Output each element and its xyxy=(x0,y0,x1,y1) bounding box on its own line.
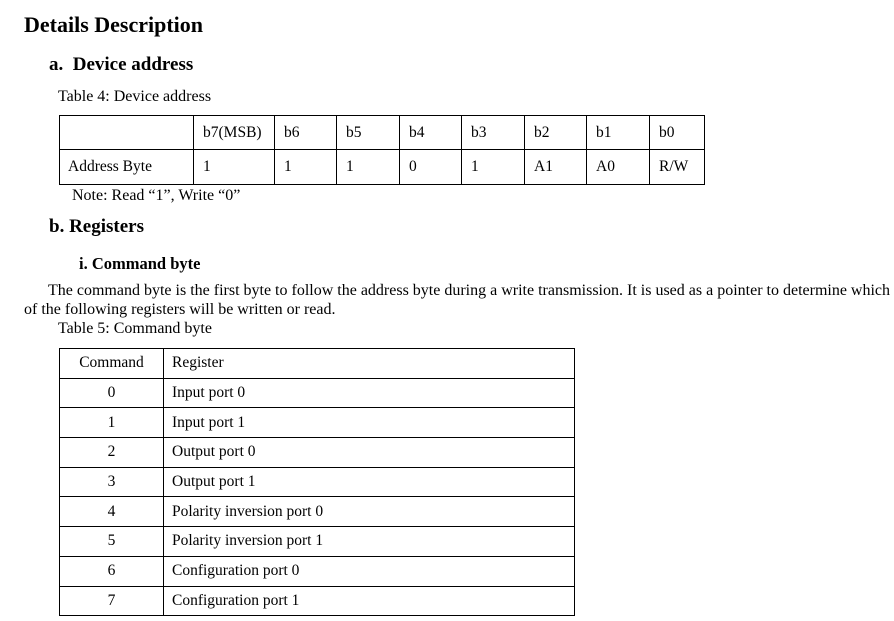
table-cell xyxy=(60,116,194,150)
table-cell: b0 xyxy=(650,116,705,150)
table-row xyxy=(60,586,575,616)
table-header-row xyxy=(60,349,575,379)
table-row xyxy=(60,527,575,557)
table-cell: 1 xyxy=(60,408,164,438)
table-cell: 1 xyxy=(462,150,525,185)
table-cell: 7 xyxy=(60,586,164,616)
table-cell: b6 xyxy=(275,116,337,150)
table-row xyxy=(60,556,575,586)
table-row xyxy=(60,150,705,185)
section-b-heading: b. Registers xyxy=(49,216,144,237)
table-cell: Configuration port 0 xyxy=(164,556,575,586)
table-cell: R/W xyxy=(650,150,705,185)
command-byte-paragraph: The command byte is the first byte to follow the address byte during a write transmission. It is used as a pointer to determine which of the following registers will be written or read. xyxy=(24,282,891,318)
table-header-cell: Command xyxy=(60,349,164,379)
table4-caption: Table 4: Device address xyxy=(58,88,212,105)
table-cell: b2 xyxy=(525,116,587,150)
table-cell: 5 xyxy=(60,527,164,557)
section-a-heading: a. Device address xyxy=(49,54,194,75)
table-cell: Configuration port 1 xyxy=(164,586,575,616)
table-cell: Input port 1 xyxy=(164,408,575,438)
table-cell: 4 xyxy=(60,497,164,527)
table-cell: 2 xyxy=(60,438,164,468)
table-cell: A0 xyxy=(587,150,650,185)
table-cell: 0 xyxy=(400,150,462,185)
table4-note: Note: Read “1”, Write “0” xyxy=(72,187,241,204)
table-cell: 1 xyxy=(337,150,400,185)
table-row xyxy=(60,378,575,408)
table-header-cell: Register xyxy=(164,349,575,379)
table-cell: 3 xyxy=(60,467,164,497)
table-cell: b1 xyxy=(587,116,650,150)
table-row xyxy=(60,497,575,527)
page-title: Details Description xyxy=(24,12,204,37)
table-cell: Output port 0 xyxy=(164,438,575,468)
table-cell: A1 xyxy=(525,150,587,185)
table5-caption: Table 5: Command byte xyxy=(58,320,212,337)
table-cell: Output port 1 xyxy=(164,467,575,497)
command-byte-table xyxy=(59,348,575,616)
table-cell: Polarity inversion port 0 xyxy=(164,497,575,527)
device-address-table xyxy=(59,115,705,185)
table-cell: 0 xyxy=(60,378,164,408)
table-row xyxy=(60,467,575,497)
table-row xyxy=(60,438,575,468)
table-row xyxy=(60,408,575,438)
table-cell: 6 xyxy=(60,556,164,586)
table-cell: 1 xyxy=(194,150,275,185)
table-cell: Address Byte xyxy=(60,150,194,185)
table-cell: b7(MSB) xyxy=(194,116,275,150)
table-cell: Input port 0 xyxy=(164,378,575,408)
table-cell: b4 xyxy=(400,116,462,150)
table-row xyxy=(60,116,705,150)
table-cell: Polarity inversion port 1 xyxy=(164,527,575,557)
table-cell: b5 xyxy=(337,116,400,150)
table-cell: 1 xyxy=(275,150,337,185)
table-cell: b3 xyxy=(462,116,525,150)
subsection-heading: i. Command byte xyxy=(79,254,201,273)
